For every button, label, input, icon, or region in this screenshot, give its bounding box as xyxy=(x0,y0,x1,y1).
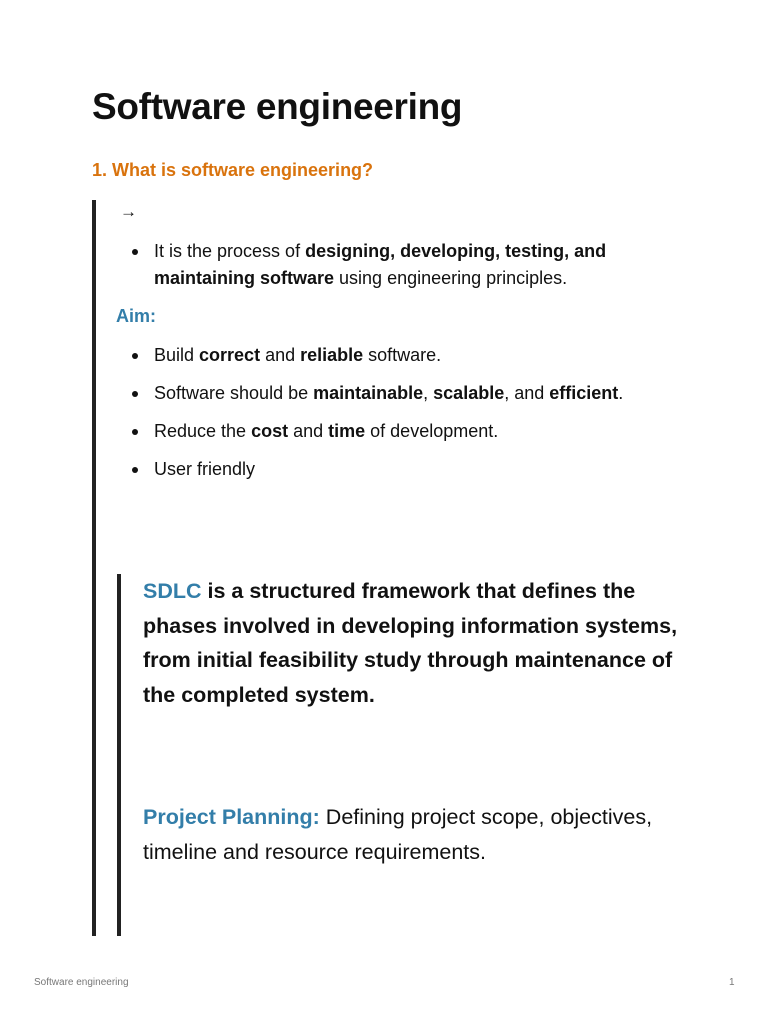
arrow-icon: → xyxy=(120,202,137,221)
aim-item: Reduce the cost and time of development. xyxy=(132,418,672,445)
quote-block xyxy=(92,200,692,936)
page-title: Software engineering xyxy=(92,86,463,127)
aim-item: Software should be maintainable, scalable, and efficient. xyxy=(132,380,672,407)
definition-bullet: It is the process of designing, developing, testing, and maintaining software using engineering principles. xyxy=(132,238,672,292)
section-heading: 1. What is software engineering? xyxy=(92,160,374,180)
project-planning-paragraph: Project Planning: Defining project scope, objectives, timeline and resource requirements. xyxy=(143,805,653,864)
aim-list xyxy=(132,342,672,494)
sdlc-definition: SDLC is a structured framework that defines the phases involved in developing information systems, from initial feasibility study through maintenance of the completed system. xyxy=(143,579,678,707)
footer-title: Software engineering xyxy=(34,977,129,988)
sdlc-term: SDLC xyxy=(143,579,202,603)
sdlc-quote-block xyxy=(117,574,683,936)
definition-list xyxy=(132,238,672,303)
aim-item: Build correct and reliable software. xyxy=(132,342,672,369)
page-number: 1 xyxy=(729,977,735,988)
aim-heading: Aim: xyxy=(116,306,156,326)
aim-item: User friendly xyxy=(132,456,672,483)
project-planning-term: Project Planning: xyxy=(143,805,320,829)
